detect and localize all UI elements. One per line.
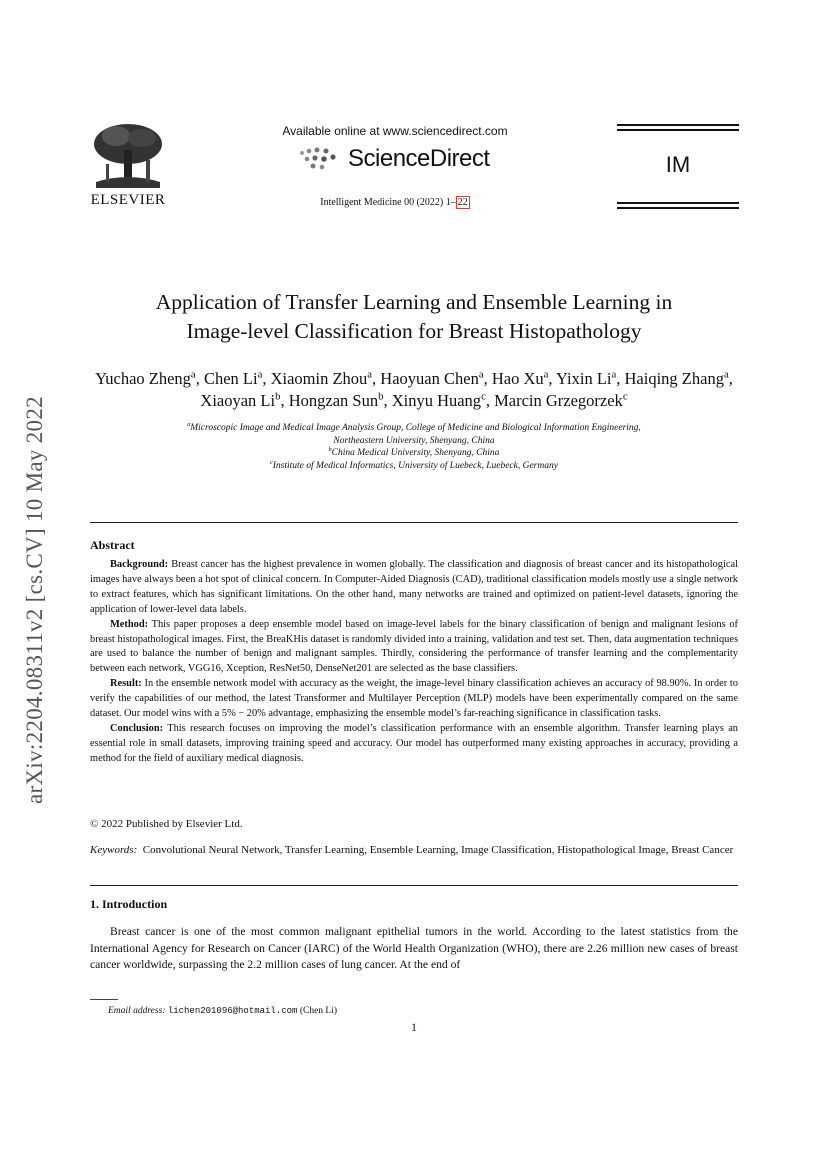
keywords bbox=[90, 843, 738, 858]
affiliation-text: Northeastern University, Shenyang, China bbox=[333, 435, 495, 446]
abstract-section-text: In the ensemble network model with accuracy as the weight, the image-level binary classification achieves an accuracy of 98.90%. In order to verify the capabilities of our method, the latest Transformer and Multilayer Perception (MLP) models have been experimentally compared on the same dataset. Our model wins with a 5% − 20% advantage, emphasizing the ensemble model’s far-reaching significance in classification tasks. bbox=[90, 678, 738, 720]
email-label: Email address: bbox=[108, 1006, 166, 1016]
abstract-section-label: Result: bbox=[110, 678, 142, 690]
copyright-notice: © 2022 Published by Elsevier Ltd. bbox=[90, 818, 243, 830]
sciencedirect-dots-icon bbox=[298, 147, 342, 171]
footnote bbox=[108, 1006, 337, 1016]
abstract-section bbox=[90, 722, 738, 767]
paper-title bbox=[90, 288, 738, 346]
email-owner: (Chen Li) bbox=[299, 1006, 338, 1016]
abstract-section-text: Breast cancer has the highest prevalence in women globally. The classification and diagnosis of breast cancer and its histopathological images have always been a hot spot of clinical concern. In Computer-Aided Diagnosis (CAD), traditional classification models mostly use a single network to extract features, which has significant limitations. On the other hand, many networks are trained and optimized on patient-level datasets, ignoring the application of lower-level data labels. bbox=[90, 559, 738, 615]
introduction-paragraph: Breast cancer is one of the most common malignant epithelial tumors in the world. According to the latest statistics from the International Agency for Research on Cancer (IARC) of the World Health Organization (WHO), there are 2.26 million new cases of breast cancer worldwide, surpassing the 2.2 million cases of lung cancer. At the end of bbox=[90, 925, 738, 971]
affiliation bbox=[90, 422, 738, 435]
affiliation-mark: c bbox=[270, 459, 273, 466]
journal-citation bbox=[250, 197, 540, 208]
elsevier-tree-icon bbox=[86, 120, 170, 190]
author-name: Hongzan Sun bbox=[288, 391, 379, 410]
affiliation bbox=[90, 447, 738, 460]
divider-bottom bbox=[90, 885, 738, 886]
author-name: Yixin Li bbox=[556, 369, 612, 388]
divider-top bbox=[90, 522, 738, 523]
abstract-body bbox=[90, 558, 738, 767]
abstract-section-text: This paper proposes a deep ensemble model based on image-level labels for the binary classification of benign and malignant lesions of breast histopathological images. First, the BreaKHis dataset is randomly divided into a training, validation and test set. Then, data augmentation techniques are used to balance the number of benign and malignant samples. Thirdly, considering the performance of transfer learning and the complementarity between each network, VGG16, Xception, ResNet50, DenseNet201 are selected as the base classifiers. bbox=[90, 618, 738, 675]
affiliation-mark: b bbox=[328, 447, 332, 454]
journal-citation-text: Intelligent Medicine 00 (2022) 1– bbox=[320, 197, 456, 208]
author-affiliation-mark: b bbox=[275, 390, 281, 403]
author-affiliation-mark: a bbox=[367, 368, 373, 381]
author-name: Marcin Grzegorzek bbox=[494, 391, 623, 410]
email-address[interactable]: lichen201096@hotmail.com bbox=[167, 1006, 298, 1016]
available-online-text: Available online at www.sciencedirect.com bbox=[282, 124, 508, 138]
abstract-heading: Abstract bbox=[90, 538, 135, 552]
author-affiliation-mark: a bbox=[257, 368, 263, 381]
title-line-2: Image-level Classification for Breast Histopathology bbox=[186, 319, 642, 343]
author-affiliation-mark: b bbox=[378, 390, 384, 403]
author-name: Xiaomin Zhou bbox=[270, 369, 368, 388]
journal-abbrev-box bbox=[617, 124, 739, 208]
abstract-section-text: This research focuses on improving the model’s classification performance with an ensemble algorithm. Transfer learning plays an essential role in small datasets, improving training speed and accuracy. Our model has outperformed many existing approaches in accuracy, providing a method for the field of auxiliary medical diagnosis. bbox=[90, 722, 738, 764]
author-affiliation-mark: c bbox=[481, 390, 486, 403]
publisher-name: ELSEVIER bbox=[90, 192, 166, 208]
author-name: Haiqing Zhang bbox=[624, 369, 724, 388]
author-name: Xinyu Huang bbox=[391, 391, 482, 410]
affiliation-mark: a bbox=[187, 421, 191, 428]
author-affiliation-mark: a bbox=[190, 368, 196, 381]
author-name: Yuchao Zheng bbox=[95, 369, 191, 388]
affiliation bbox=[90, 435, 738, 448]
arxiv-sidebar bbox=[20, 350, 50, 850]
keywords-text: Convolutional Neural Network, Transfer Learning, Ensemble Learning, Image Classification, Histopathological Image, Breast Cancer bbox=[142, 844, 734, 856]
abstract-section-label: Background: bbox=[110, 559, 169, 570]
affiliation-text: Institute of Medical Informatics, University of Luebeck, Luebeck, Germany bbox=[272, 460, 558, 471]
author-affiliation-mark: c bbox=[622, 390, 628, 403]
journal-abbrev: IM bbox=[665, 152, 691, 177]
elsevier-logo bbox=[86, 120, 170, 209]
author-name: Xiaoyan Li bbox=[200, 391, 276, 410]
abstract-section bbox=[90, 618, 738, 678]
section-heading-introduction: 1. Introduction bbox=[90, 897, 168, 911]
keywords-label: Keywords: bbox=[90, 844, 138, 856]
author-name: Chen Li bbox=[203, 369, 258, 388]
author-list: Yuchao Zheng$^a$, Chen Li$^a$, Xiaomin Zhou$^a$, Haoyuan Chen$^a$, Hao Xu$^a$, Yixin Li$^a$, Haiqing Zhang$^a$, Xiaoyan Li$^b$, Hongzan Sun$^b$, Xinyu Huang$^c$, Marcin Grzegorzek$^c$ bbox=[95, 368, 733, 410]
sciencedirect-logo bbox=[298, 145, 490, 173]
affiliation-text: Microscopic Image and Medical Image Analysis Group, College of Medicine and Biological Information Engineering, bbox=[190, 423, 641, 433]
author-name: Haoyuan Chen bbox=[380, 369, 479, 388]
author-name: Hao Xu bbox=[491, 369, 544, 388]
author-affiliation-mark: a bbox=[478, 368, 484, 381]
affiliation-list bbox=[90, 422, 738, 472]
abstract-section bbox=[90, 677, 738, 722]
page-count-link[interactable]: 22 bbox=[457, 197, 468, 208]
affiliation bbox=[90, 460, 738, 473]
abstract-section bbox=[90, 558, 738, 618]
author-affiliation-mark: a bbox=[611, 368, 617, 381]
affiliation-text: China Medical University, Shenyang, China bbox=[331, 448, 500, 459]
author-affiliation-mark: a bbox=[543, 368, 549, 381]
arxiv-identifier: arXiv:2204.08311v2 [cs.CV] 10 May 2022 bbox=[22, 396, 47, 804]
title-line-1: Application of Transfer Learning and Ensemble Learning in bbox=[155, 290, 673, 314]
footnote-rule bbox=[90, 999, 118, 1000]
abstract-section-label: Conclusion: bbox=[110, 722, 164, 734]
sciencedirect-wordmark: ScienceDirect bbox=[348, 145, 490, 172]
abstract-section-label: Method: bbox=[110, 618, 149, 630]
author-affiliation-mark: a bbox=[723, 368, 729, 381]
page-number: 1 bbox=[411, 1020, 417, 1034]
